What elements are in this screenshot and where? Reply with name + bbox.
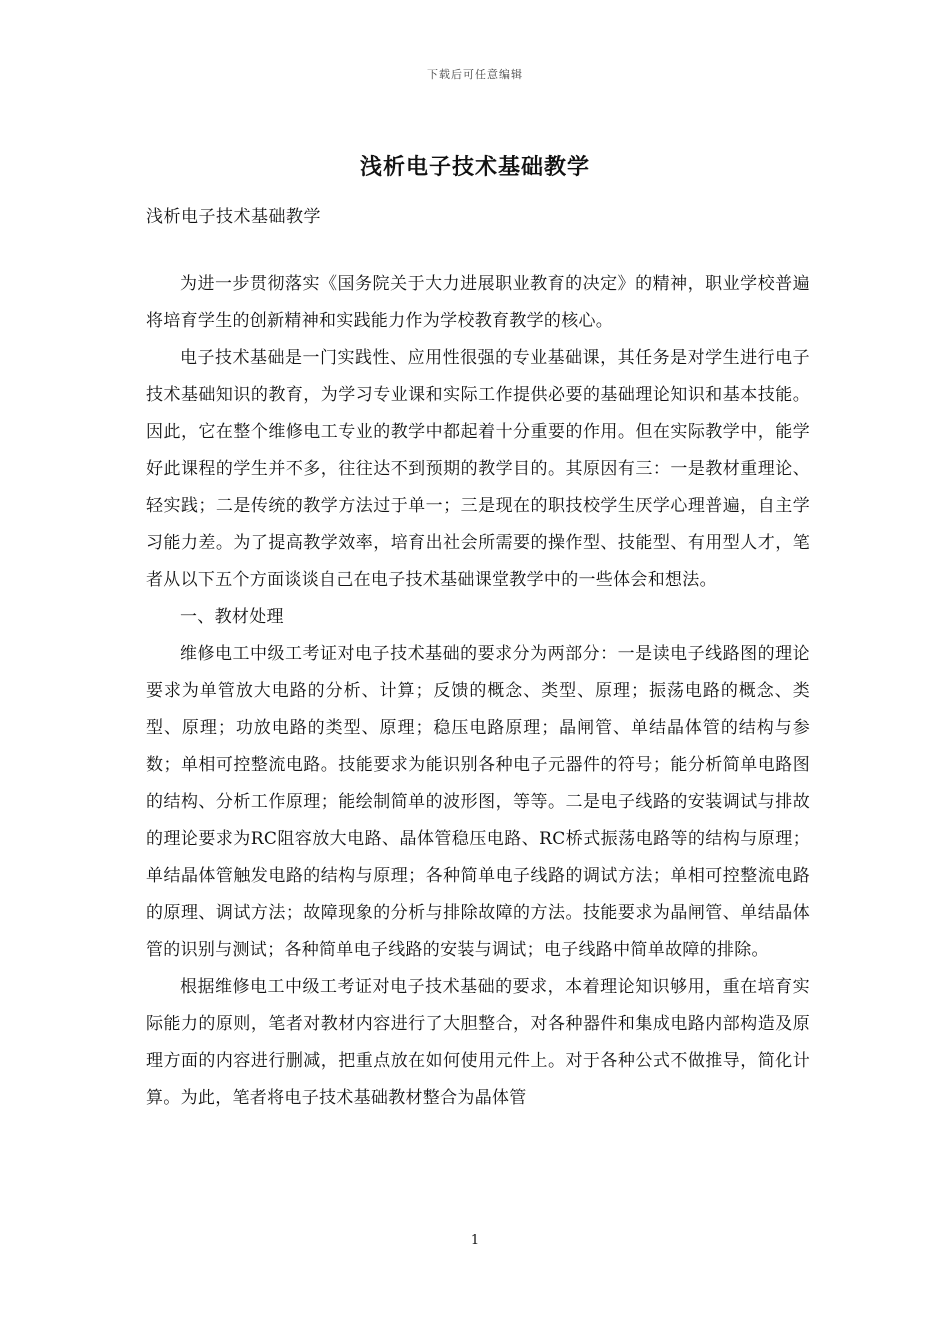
page-number: 1 xyxy=(470,1233,480,1248)
paragraph-requirements: 维修电工中级工考证对电子技术基础的要求分为两部分：一是读电子线路图的理论要求为单管放大电路的分析、计算；反馈的概念、类型、原理；振荡电路的概念、类型、原理；功放电路的类型、原理；稳压电路原理；晶闸管、单结晶体管的结构与参数；单相可控整流电路。技能要求为能识别各种电子元器件的符号；能分析简单电路图的结构、分析工作原理；能绘制简单的波形图，等等。二是电子线路的安装调试与排故的理论要求为RC阻容放大电路、晶体管稳压电路、RC桥式振荡电路等的结构与原理；单结晶体管触发电路的结构与原理；各种简单电子线路的调试方法；单相可控整流电路的原理、调试方法；故障现象的分析与排除故障的方法。技能要求为晶闸管、单结晶体管的识别与测试；各种简单电子线路的安装与调试；电子线路中简单故障的排除。 xyxy=(146,644,810,960)
document-title: 浅析电子技术基础教学 xyxy=(359,154,590,180)
page-header-note: 下载后可任意编辑 xyxy=(427,68,523,81)
paragraph-course-overview: 电子技术基础是一门实践性、应用性很强的专业基础课，其任务是对学生进行电子技术基础知识的教育，为学习专业课和实际工作提供必要的基础理论知识和基本技能。因此，它在整个维修电工专业的教学中都起着十分重要的作用。但在实际教学中，能学好此课程的学生并不多，往往达不到预期的教学目的。其原因有三：一是教材重理论、轻实践；二是传统的教学方法过于单一；三是现在的职技校学生厌学心理普遍，自主学习能力差。为了提高教学效率，培育出社会所需要的操作型、技能型、有用型人才，笔者从以下五个方面谈谈自己在电子技术基础课堂教学中的一些体会和想法。 xyxy=(146,348,810,590)
paragraph-intro: 为进一步贯彻落实《国务院关于大力进展职业教育的决定》的精神，职业学校普遍将培育学生的创新精神和实践能力作为学校教育教学的核心。 xyxy=(146,274,810,331)
paragraph-integration: 根据维修电工中级工考证对电子技术基础的要求，本着理论知识够用，重在培育实际能力的原则，笔者对教材内容进行了大胆整合，对各种器件和集成电路内部构造及原理方面的内容进行删减，把重点放在如何使用元件上。对于各种公式不做推导，简化计算。为此，笔者将电子技术基础教材整合为晶体管 xyxy=(146,977,810,1108)
document-subtitle: 浅析电子技术基础教学 xyxy=(146,207,321,227)
document-body xyxy=(146,266,810,1117)
section-heading-textbook: 一、教材处理 xyxy=(180,607,284,627)
